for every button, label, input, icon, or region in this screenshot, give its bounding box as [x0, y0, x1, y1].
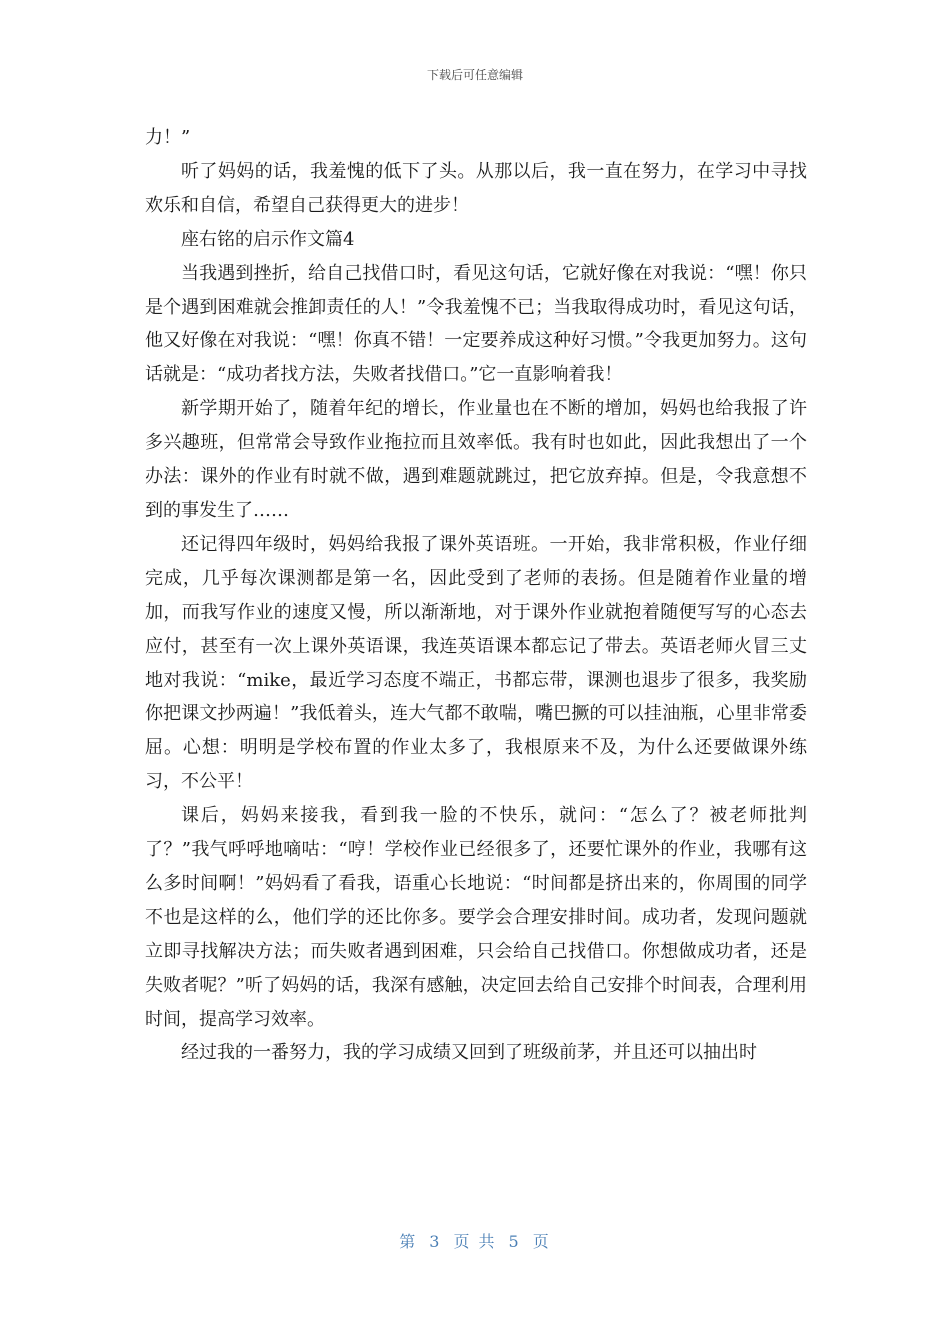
footer-current-page: 3 — [429, 1232, 442, 1251]
page-footer — [0, 1229, 950, 1252]
section-title: 座右铭的启示作文篇4 — [181, 228, 355, 250]
document-body — [145, 121, 807, 1070]
footer-label-end: 页 — [532, 1232, 551, 1251]
paragraph: 还记得四年级时，妈妈给我报了课外英语班。一开始，我非常积极，作业仔细完成，几乎每次课测都是第一名，因此受到了老师的表扬。但是随着作业量的增加，而我写作业的速度又慢，所以渐渐地，对于课外作业就抱着随便写写的心态去应付，甚至有一次上课外英语课，我连英语课本都忘记了带去。英语老师火冒三丈地对我说：“mike，最近学习态度不端正，书都忘带，课测也退步了很多，我奖励你把课文抄两遍！”我低着头，连大气都不敢喘，嘴巴撅的可以挂油瓶，心里非常委屈。心想：明明是学校布置的作业太多了，我根原来不及，为什么还要做课外练习，不公平！ — [145, 533, 807, 793]
paragraph: 课后，妈妈来接我，看到我一脸的不快乐，就问：“怎么了？被老师批判了？”我气呼呼地嘀咕：“哼！学校作业已经很多了，还要忙课外的作业，我哪有这么多时间啊！”妈妈看了看我，语重心长地说：“时间都是挤出来的，你周围的同学不也是这样的么，他们学的还比你多。要学会合理安排时间。成功者，发现问题就立即寻找解决方法；而失败者遇到困难，只会给自己找借口。你想做成功者，还是失败者呢？”听了妈妈的话，我深有感触，决定回去给自己安排个时间表，合理利用时间，提高学习效率。 — [145, 805, 807, 1030]
paragraph: 力！” — [145, 127, 191, 148]
footer-label-page: 第 — [399, 1232, 418, 1251]
footer-label-of: 页 共 — [453, 1232, 497, 1251]
page-header: 下载后可任意编辑 — [426, 68, 523, 82]
paragraph: 经过我的一番努力，我的学习成绩又回到了班级前茅，并且还可以抽出时 — [181, 1042, 757, 1064]
paragraph: 听了妈妈的话，我羞愧的低下了头。从那以后，我一直在努力，在学习中寻找欢乐和自信，希望自己获得更大的进步！ — [145, 160, 807, 216]
paragraph: 新学期开始了，随着年纪的增长，作业量也在不断的增加，妈妈也给我报了许多兴趣班，但常常会导致作业拖拉而且效率低。我有时也如此，因此我想出了一个办法：课外的作业有时就不做，遇到难题就跳过，把它放弃掉。但是，令我意想不到的事发生了…… — [145, 398, 807, 521]
paragraph: 当我遇到挫折，给自己找借口时，看见这句话，它就好像在对我说：“嘿！你只是个遇到困难就会推卸责任的人！”令我羞愧不已；当我取得成功时，看见这句话，他又好像在对我说：“嘿！你真不错！一定要养成这种好习惯。”令我更加努力。这句话就是：“成功者找方法，失败者找借口。”它一直影响着我！ — [145, 262, 807, 386]
footer-total-pages: 5 — [508, 1232, 521, 1251]
